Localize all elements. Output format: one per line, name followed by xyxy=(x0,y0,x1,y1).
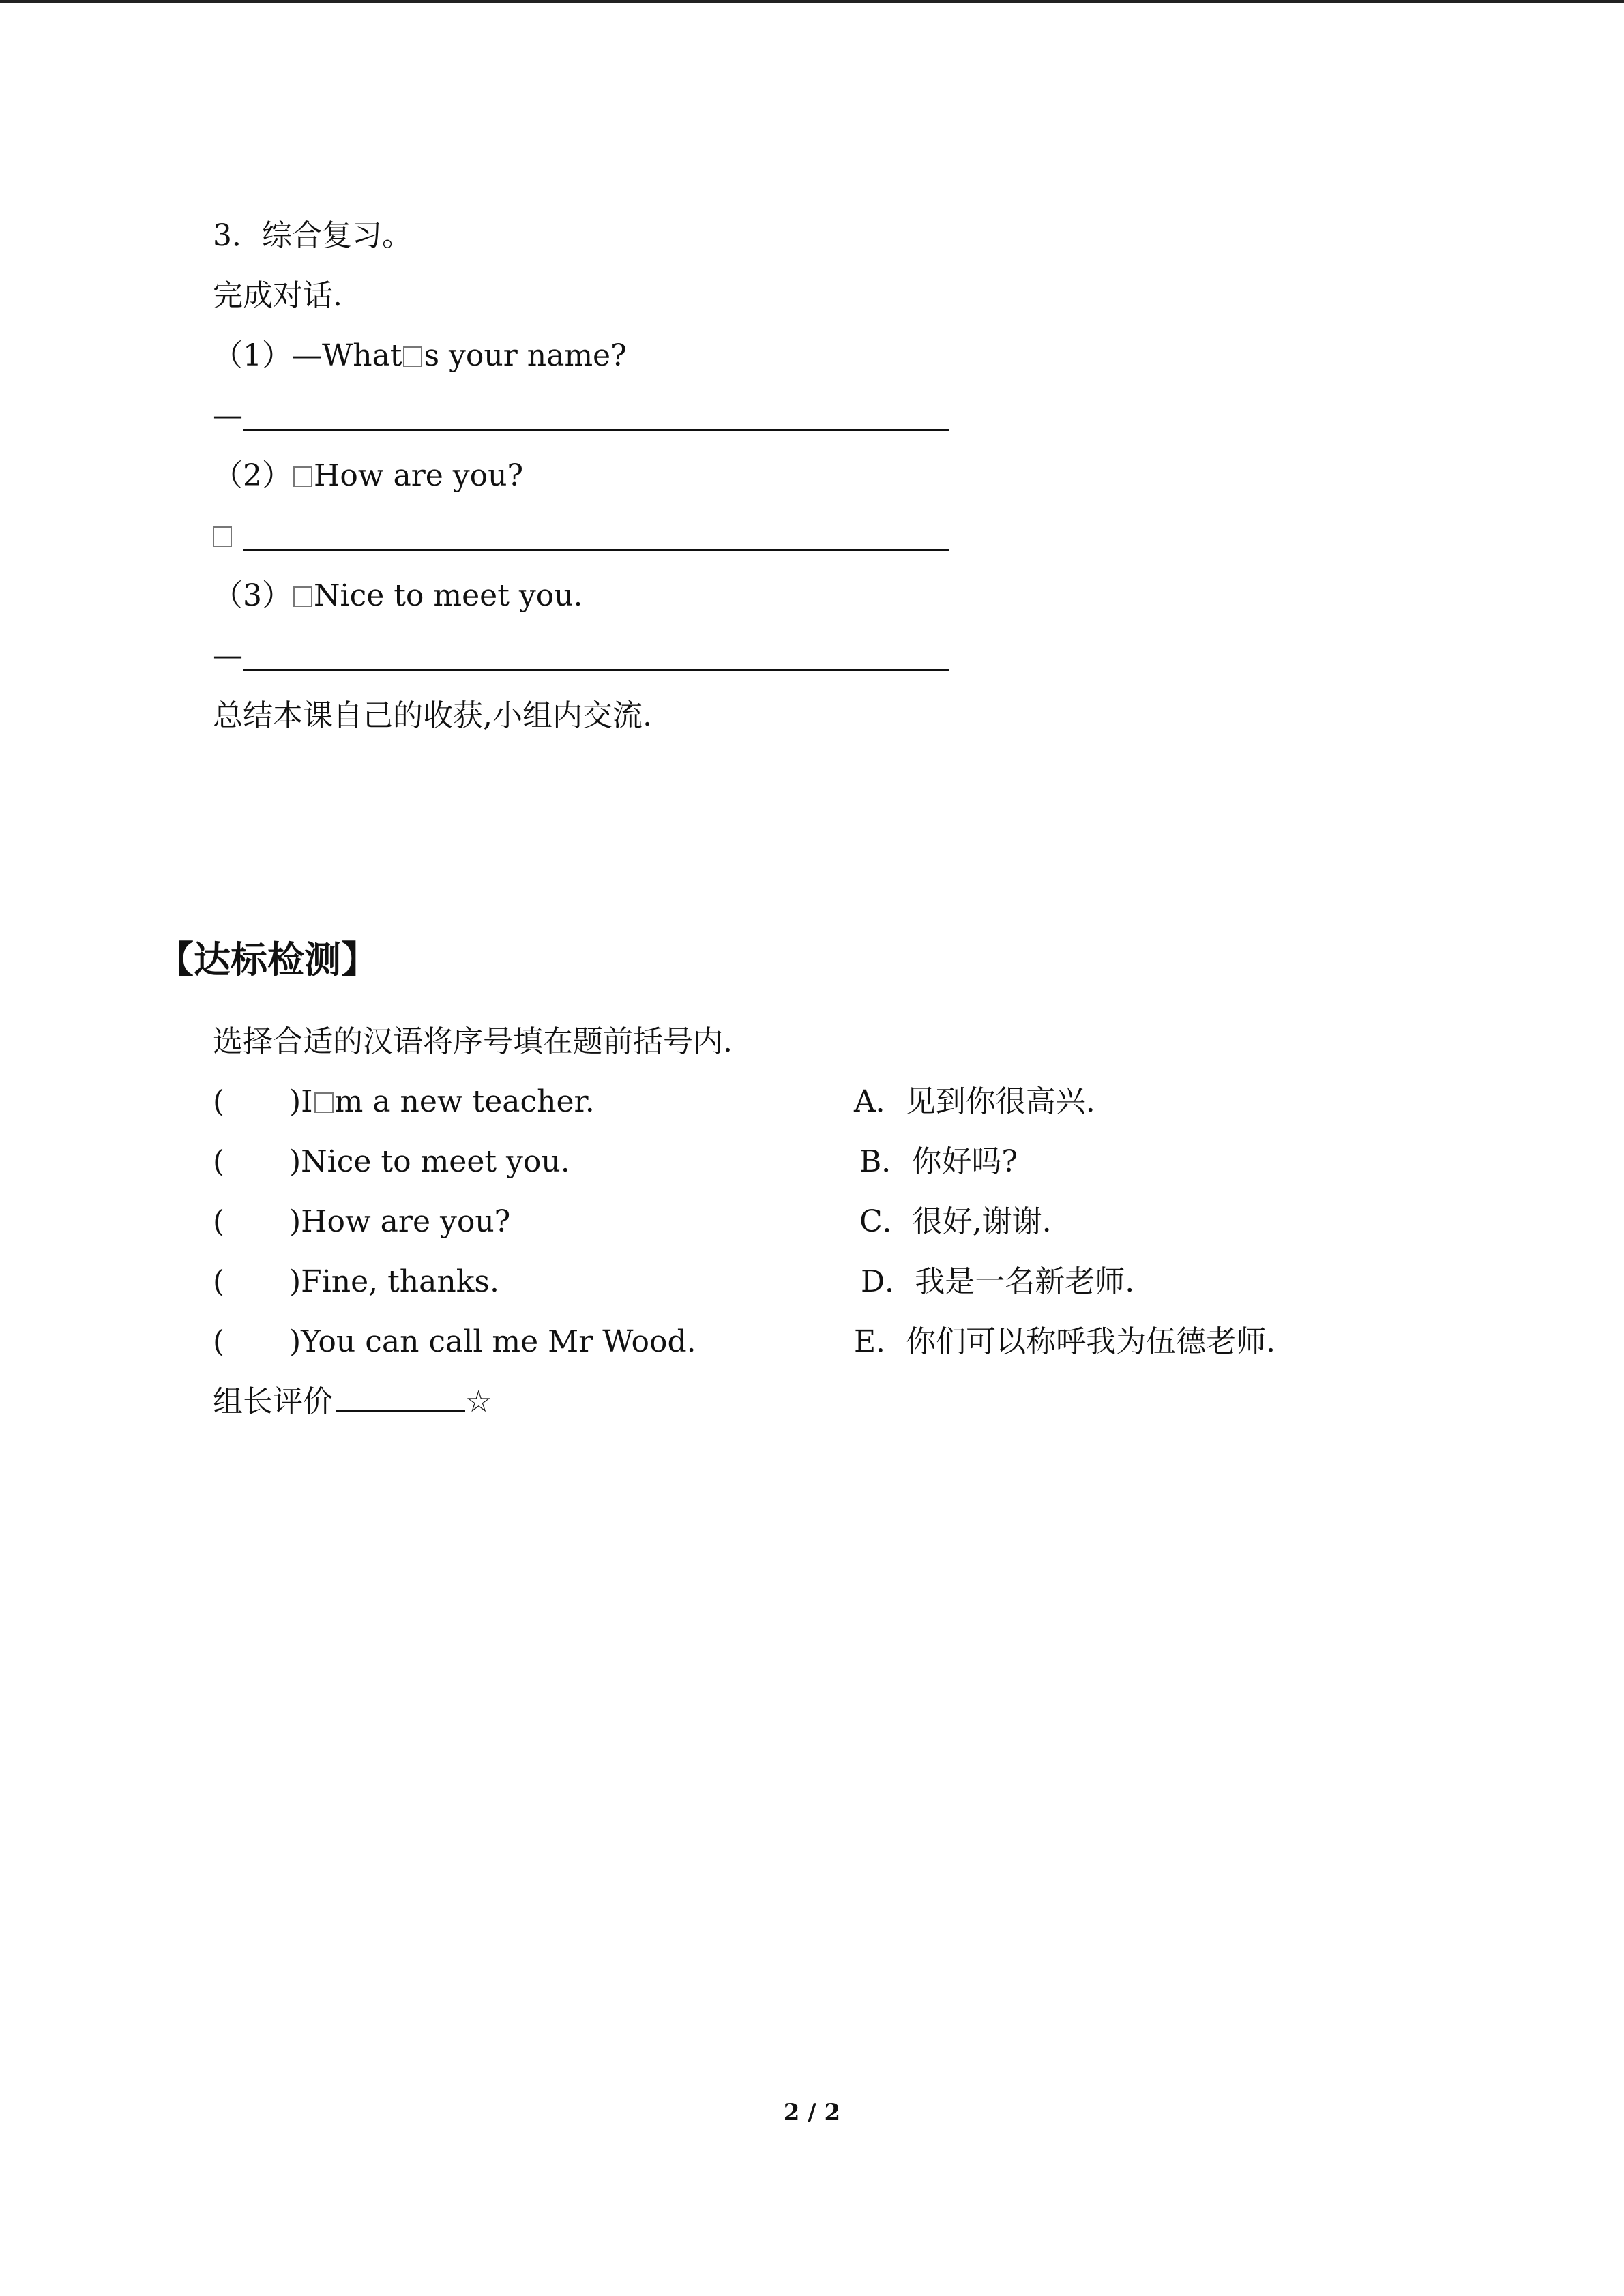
section-title-check: 【达标检测】 xyxy=(157,938,378,981)
answer-paren-open[interactable]: ( xyxy=(213,1204,225,1239)
option-b-text: 你好吗? xyxy=(911,1144,1018,1179)
answer-paren-close: ) xyxy=(289,1204,301,1239)
option-c-letter: C． xyxy=(859,1204,913,1239)
item-5-text xyxy=(289,1323,696,1361)
option-d-text: 我是一名新老师. xyxy=(915,1264,1135,1299)
item-1-text-post: m a new teacher. xyxy=(334,1084,595,1119)
answer-paren-close: ) xyxy=(289,1264,301,1299)
answer-line xyxy=(243,549,949,551)
item-2-label: Nice to meet you. xyxy=(301,1144,570,1179)
dialogue-2-answer-blank[interactable] xyxy=(213,517,949,555)
dialogue-1-prompt xyxy=(213,337,627,375)
answer-paren-open[interactable]: ( xyxy=(213,1264,225,1299)
option-e xyxy=(854,1323,1275,1361)
dialogue-3-text: Nice to meet you. xyxy=(314,578,583,613)
answer-dash: — xyxy=(213,638,243,673)
missing-glyph-box xyxy=(403,346,422,367)
rating-label: 组长评价 xyxy=(213,1384,333,1419)
review-heading: 3．综合复习。 xyxy=(213,218,412,253)
item-1-text xyxy=(289,1083,595,1121)
dialogue-1-answer-blank[interactable] xyxy=(213,397,949,435)
star-icon: ☆ xyxy=(465,1384,492,1419)
dialogue-3-number: （3） xyxy=(213,578,292,613)
option-a-letter: A． xyxy=(854,1084,906,1119)
review-summary: 总结本课自己的收获,小组内交流. xyxy=(213,698,652,733)
answer-paren-close: ) xyxy=(289,1084,301,1119)
option-a-text: 见到你很高兴. xyxy=(905,1084,1095,1119)
option-e-letter: E． xyxy=(854,1324,906,1359)
answer-paren-open[interactable]: ( xyxy=(213,1084,225,1119)
answer-paren-open[interactable]: ( xyxy=(213,1144,225,1179)
review-instruction: 完成对话. xyxy=(213,278,342,313)
dialogue-1-text-post: s your name? xyxy=(424,338,627,373)
item-4-text xyxy=(289,1263,499,1301)
check-instruction: 选择合适的汉语将序号填在题前括号内. xyxy=(213,1024,733,1059)
missing-glyph-box xyxy=(314,1092,334,1113)
item-5-label: You can call me Mr Wood. xyxy=(301,1324,696,1359)
item-3-label: How are you? xyxy=(301,1204,511,1239)
answer-paren-open[interactable]: ( xyxy=(213,1324,225,1359)
rating-blank[interactable] xyxy=(336,1384,465,1412)
option-c xyxy=(859,1203,1052,1241)
item-2-text xyxy=(289,1143,570,1181)
option-b xyxy=(859,1143,1018,1181)
answer-paren-close: ) xyxy=(289,1144,301,1179)
option-b-letter: B． xyxy=(859,1144,912,1179)
dialogue-1-number: （1） xyxy=(213,338,292,373)
answer-line xyxy=(243,429,949,431)
answer-dash: — xyxy=(213,398,243,433)
group-leader-rating xyxy=(213,1383,492,1421)
page-number: 2 / 2 xyxy=(783,2099,841,2126)
answer-paren-close: ) xyxy=(289,1324,301,1359)
option-d xyxy=(861,1263,1134,1301)
dialogue-2-text: How are you? xyxy=(314,458,524,493)
item-3-text xyxy=(289,1203,510,1241)
option-e-text: 你们可以称呼我为伍德老师. xyxy=(906,1324,1276,1359)
option-c-text: 很好,谢谢. xyxy=(912,1204,1052,1239)
answer-line xyxy=(243,669,949,671)
dialogue-1-text-pre: What xyxy=(322,338,402,373)
dialogue-2-number: （2） xyxy=(213,458,292,493)
dialogue-1-dash: — xyxy=(292,338,322,373)
item-4-label: Fine, thanks. xyxy=(301,1264,499,1299)
item-1-text-pre: I xyxy=(301,1084,313,1119)
missing-glyph-box xyxy=(213,526,232,547)
dialogue-2-prompt xyxy=(213,457,523,495)
page-top-border xyxy=(0,0,1624,3)
missing-glyph-box xyxy=(293,586,312,607)
option-a xyxy=(854,1083,1095,1121)
missing-glyph-box xyxy=(293,466,312,487)
option-d-letter: D． xyxy=(861,1264,915,1299)
dialogue-3-answer-blank[interactable] xyxy=(213,637,949,675)
dialogue-3-prompt xyxy=(213,577,583,615)
